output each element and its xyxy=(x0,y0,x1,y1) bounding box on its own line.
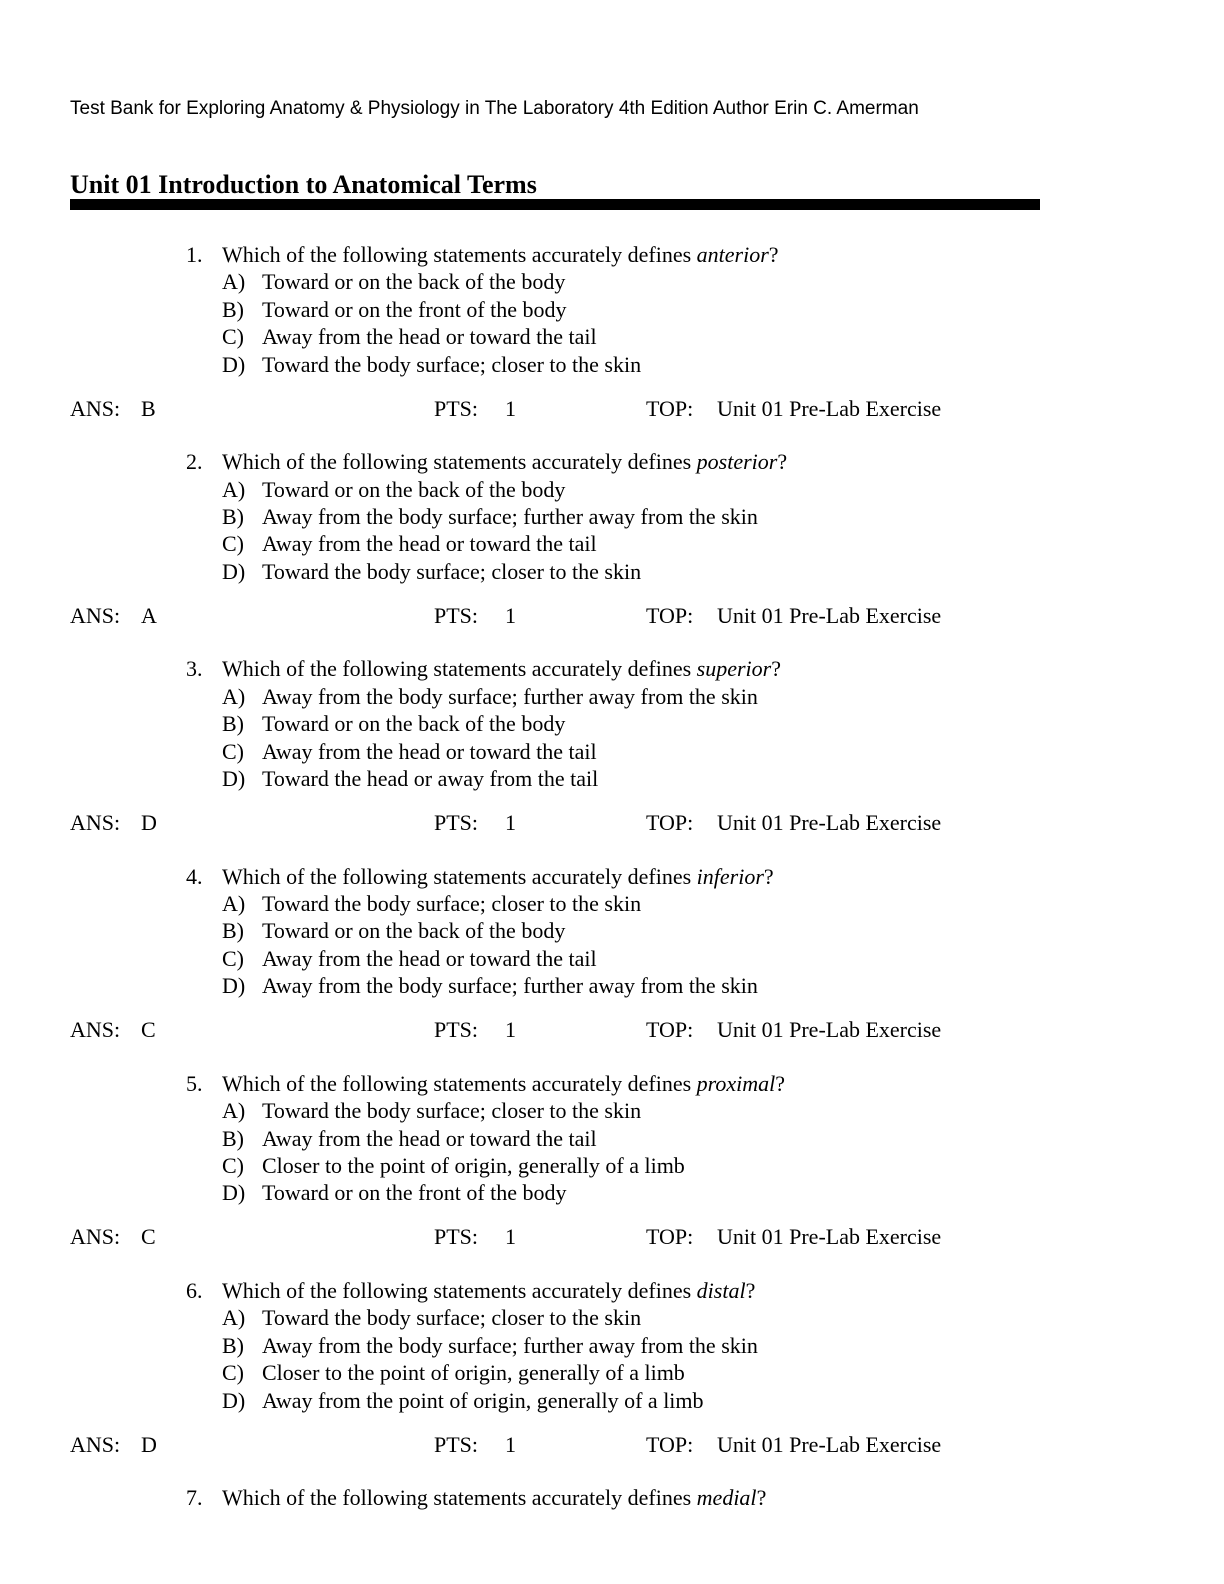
option-letter: C) xyxy=(222,945,244,971)
top-label: TOP: xyxy=(646,602,694,628)
title-rule-divider xyxy=(70,199,1040,210)
ans-value: D xyxy=(141,809,157,835)
option-text: Closer to the point of origin, generally of a limb xyxy=(262,1152,685,1178)
option-text: Away from the head or toward the tail xyxy=(262,324,597,350)
option-letter: C) xyxy=(222,1152,244,1178)
option-letter: B) xyxy=(222,1125,244,1151)
option-letter: B) xyxy=(222,296,244,322)
pts-label: PTS: xyxy=(434,1431,479,1457)
option-letter: A) xyxy=(222,269,246,295)
top-value: Unit 01 Pre-Lab Exercise xyxy=(717,1017,942,1043)
question-text: Which of the following statements accurately defines medial? xyxy=(222,1485,767,1511)
option-text: Toward the body surface; closer to the skin xyxy=(262,1305,642,1331)
top-value: Unit 01 Pre-Lab Exercise xyxy=(717,809,942,835)
question-number: 4. xyxy=(186,863,203,889)
question-text: Which of the following statements accurately defines proximal? xyxy=(222,1070,786,1096)
option-letter: A) xyxy=(222,476,246,502)
option-text: Toward or on the back of the body xyxy=(262,711,566,737)
question-term: posterior xyxy=(696,449,778,475)
question-number: 7. xyxy=(186,1485,203,1511)
ans-value: C xyxy=(141,1017,156,1043)
pts-value: 1 xyxy=(505,1431,516,1457)
ans-label: ANS: xyxy=(70,395,121,421)
option-text: Toward or on the back of the body xyxy=(262,269,566,295)
option-text: Toward or on the back of the body xyxy=(262,918,566,944)
option-text: Toward or on the front of the body xyxy=(262,296,567,322)
question-text: Which of the following statements accurately defines superior? xyxy=(222,656,781,682)
ans-label: ANS: xyxy=(70,809,121,835)
question-term: medial xyxy=(696,1485,757,1511)
pts-value: 1 xyxy=(505,809,516,835)
pts-label: PTS: xyxy=(434,809,479,835)
ans-value: C xyxy=(141,1224,156,1250)
option-letter: A) xyxy=(222,890,246,916)
question-text: Which of the following statements accurately defines distal? xyxy=(222,1278,756,1303)
option-text: Away from the body surface; further away from the skin xyxy=(262,503,758,529)
option-text: Away from the body surface; further away from the skin xyxy=(262,1332,758,1358)
pts-value: 1 xyxy=(505,395,516,421)
ans-label: ANS: xyxy=(70,1431,121,1457)
question-text: Which of the following statements accurately defines inferior? xyxy=(222,863,774,889)
top-label: TOP: xyxy=(646,1224,694,1250)
pts-value: 1 xyxy=(505,1224,516,1250)
option-letter: A) xyxy=(222,683,246,709)
pts-label: PTS: xyxy=(434,1224,479,1250)
top-value: Unit 01 Pre-Lab Exercise xyxy=(717,602,942,628)
ans-value: D xyxy=(141,1431,157,1457)
question-term: inferior xyxy=(696,863,764,889)
option-text: Toward the body surface; closer to the skin xyxy=(262,890,642,916)
option-text: Away from the head or toward the tail xyxy=(262,945,597,971)
pts-label: PTS: xyxy=(434,602,479,628)
option-letter: D) xyxy=(222,558,246,584)
option-letter: B) xyxy=(222,503,244,529)
question-number: 2. xyxy=(186,449,203,475)
option-text: Away from the body surface; further away from the skin xyxy=(262,973,758,999)
top-label: TOP: xyxy=(646,1017,694,1043)
document-header: Test Bank for Exploring Anatomy & Physiology in The Laboratory 4th Edition Author Erin C. Amerman xyxy=(70,98,919,119)
option-letter: B) xyxy=(222,918,244,944)
pts-label: PTS: xyxy=(434,395,479,421)
ans-value: B xyxy=(141,395,156,421)
option-letter: C) xyxy=(222,1360,244,1386)
question-text: Which of the following statements accurately defines posterior? xyxy=(222,449,788,475)
option-letter: D) xyxy=(222,1387,246,1413)
option-letter: B) xyxy=(222,711,244,737)
option-letter: C) xyxy=(222,738,244,764)
option-letter: C) xyxy=(222,324,244,350)
option-text: Away from the point of origin, generally of a limb xyxy=(262,1387,704,1413)
question-number: 5. xyxy=(186,1070,203,1096)
option-text: Toward the body surface; closer to the skin xyxy=(262,558,642,584)
question-text: Which of the following statements accurately defines anterior? xyxy=(222,242,779,267)
question-number: 6. xyxy=(186,1278,203,1303)
question-number: 3. xyxy=(186,656,203,682)
top-value: Unit 01 Pre-Lab Exercise xyxy=(717,1431,942,1457)
option-text: Away from the body surface; further away from the skin xyxy=(262,683,758,709)
option-text: Closer to the point of origin, generally of a limb xyxy=(262,1360,685,1386)
pts-value: 1 xyxy=(505,1017,516,1043)
ans-value: A xyxy=(141,602,157,628)
top-label: TOP: xyxy=(646,1431,694,1457)
question-term: distal xyxy=(696,1278,746,1303)
option-letter: D) xyxy=(222,351,246,377)
ans-label: ANS: xyxy=(70,602,121,628)
option-text: Away from the head or toward the tail xyxy=(262,1125,597,1151)
top-value: Unit 01 Pre-Lab Exercise xyxy=(717,395,942,421)
question-term: anterior xyxy=(696,242,769,267)
option-text: Toward the body surface; closer to the skin xyxy=(262,351,642,377)
unit-title: Unit 01 Introduction to Anatomical Terms xyxy=(70,170,537,199)
option-letter: C) xyxy=(222,531,244,557)
question-number: 1. xyxy=(186,242,203,267)
option-letter: B) xyxy=(222,1332,244,1358)
pts-value: 1 xyxy=(505,602,516,628)
top-value: Unit 01 Pre-Lab Exercise xyxy=(717,1224,942,1250)
option-text: Away from the head or toward the tail xyxy=(262,738,597,764)
option-letter: A) xyxy=(222,1098,246,1124)
option-text: Toward the head or away from the tail xyxy=(262,765,599,791)
ans-label: ANS: xyxy=(70,1017,121,1043)
question-term: superior xyxy=(696,656,772,682)
pts-label: PTS: xyxy=(434,1017,479,1043)
option-text: Toward or on the front of the body xyxy=(262,1180,567,1206)
option-text: Toward or on the back of the body xyxy=(262,476,566,502)
top-label: TOP: xyxy=(646,809,694,835)
option-letter: D) xyxy=(222,1180,246,1206)
option-text: Toward the body surface; closer to the skin xyxy=(262,1098,642,1124)
option-letter: D) xyxy=(222,765,246,791)
option-letter: A) xyxy=(222,1305,246,1331)
question-term: proximal xyxy=(696,1070,776,1096)
option-letter: D) xyxy=(222,973,246,999)
ans-label: ANS: xyxy=(70,1224,121,1250)
option-text: Away from the head or toward the tail xyxy=(262,531,597,557)
top-label: TOP: xyxy=(646,395,694,421)
